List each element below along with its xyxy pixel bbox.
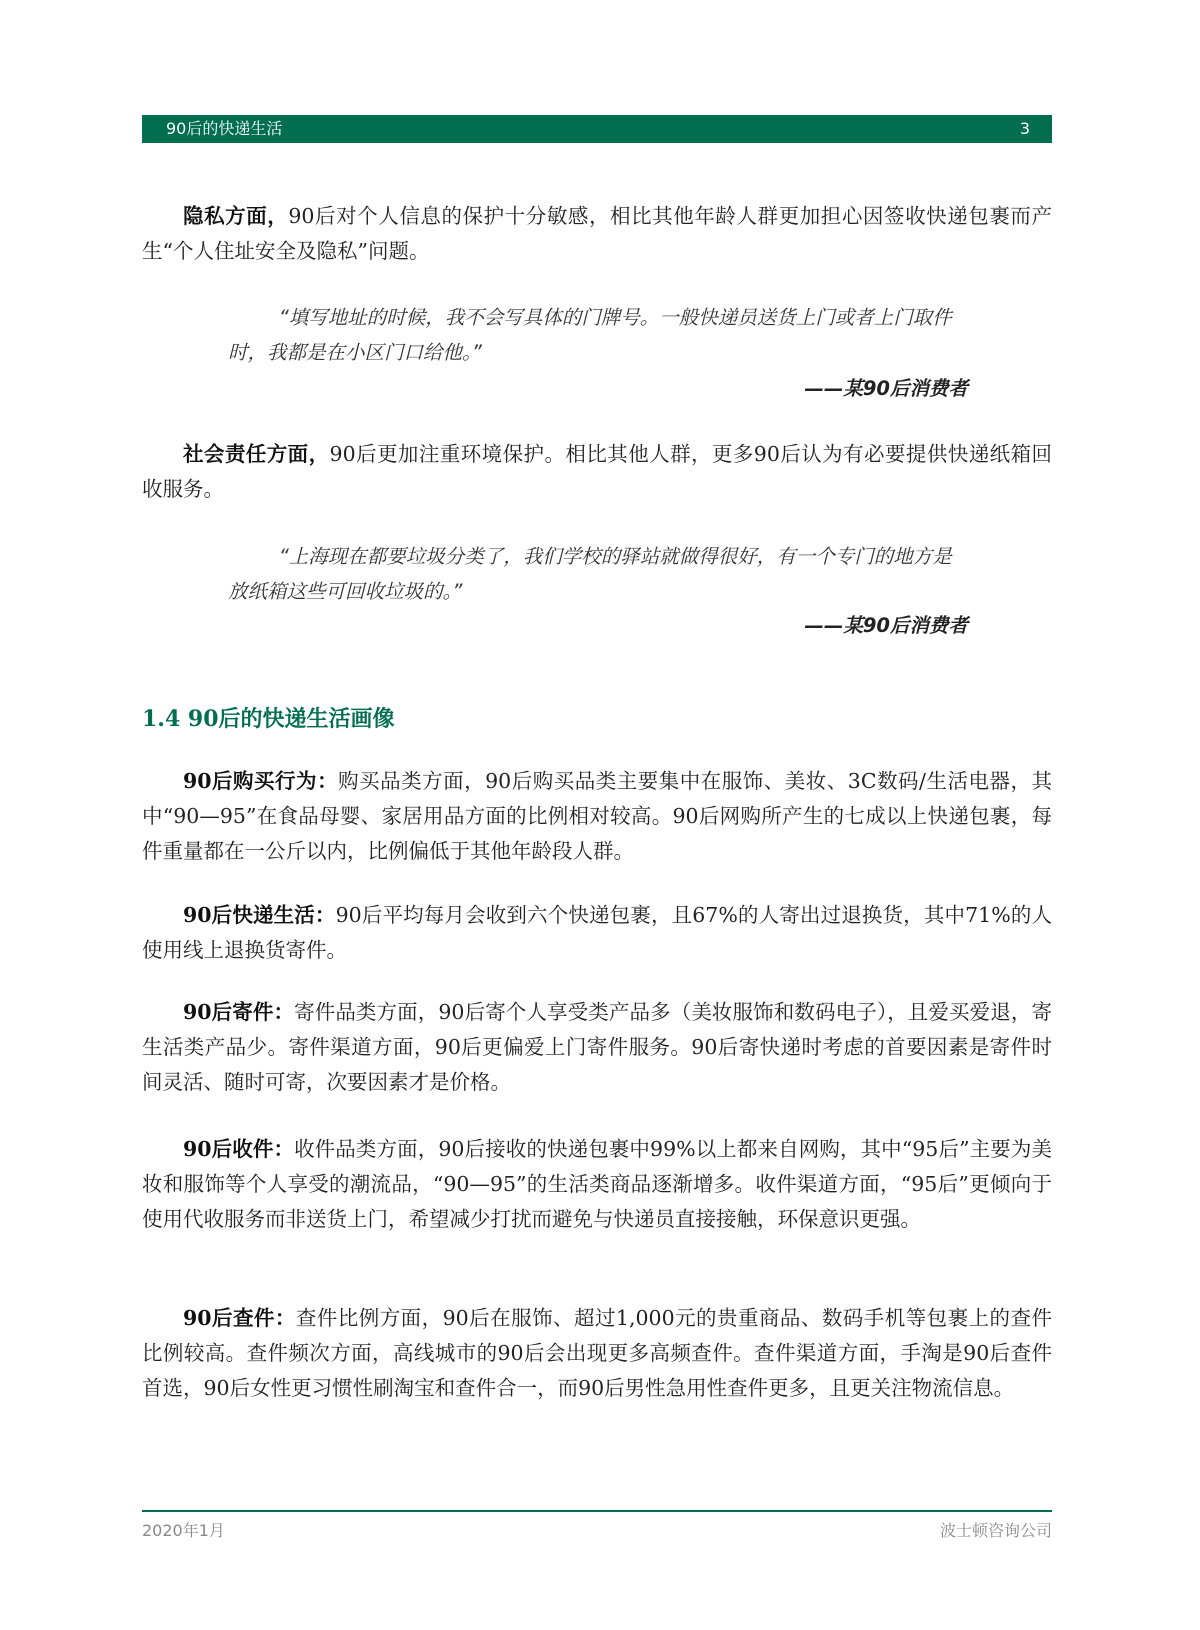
running-header [142,115,1052,143]
footer-divider [142,1510,1052,1512]
section-heading: 1.4 90后的快递生活画像 [142,706,395,732]
purchase-lead: 90后购买行为： [183,769,339,793]
footer-date: 2020年1月 [142,1521,225,1540]
sending-text: 寄件品类方面，90后寄个人享受类产品多（美妆服饰和数码电子），且爱买爱退，寄生活类产品少。寄件渠道方面，90后更偏爱上门寄件服务。90后寄快递时考虑的首要因素是寄件时间灵活、随时可寄，次要因素才是价格。 [142,1000,1052,1094]
delivery-life-text: 90后平均每月会收到六个快递包裹，且67%的人寄出过退换货，其中71%的人使用线上退换货寄件。 [142,903,1052,962]
tracking-lead: 90后查件： [183,1306,296,1330]
receiving-lead: 90后收件： [183,1137,295,1161]
footer-company: 波士顿咨询公司 [939,1521,1052,1540]
social-attribution: ——某90后消费者 [804,614,968,637]
social-text: 90后更加注重环境保护。相比其他人群，更多90后认为有必要提供快递纸箱回收服务。 [142,442,1053,501]
tracking-paragraph [142,1301,1052,1406]
privacy-quote: “填写地址的时候，我不会写具体的门牌号。一般快递员送货上门或者上门取件时，我都是在小区门口给他。” [228,306,952,364]
social-lead: 社会责任方面， [183,442,330,466]
social-paragraph [142,437,1052,507]
purchase-text: 购买品类方面，90后购买品类主要集中在服饰、美妆、3C数码/生活电器，其中“90—95”在食品母婴、家居用品方面的比例相对较高。90后网购所产生的七成以上快递包裹，每件重量都在一公斤以内，比例偏低于其他年龄段人群。 [142,769,1053,863]
page-number: 3 [1019,119,1030,138]
delivery-life-paragraph [142,898,1052,968]
receiving-paragraph [142,1132,1052,1237]
receiving-text: 收件品类方面，90后接收的快递包裹中99%以上都来自网购，其中“95后”主要为美妆和服饰等个人享受的潮流品，“90—95”的生活类商品逐渐增多。收件渠道方面，“95后”更倾向于使用代收服务而非送货上门，希望减少打扰而避免与快递员直接接触，环保意识更强。 [142,1137,1052,1231]
delivery-life-lead: 90后快递生活： [183,903,336,927]
privacy-text: 90后对个人信息的保护十分敏感，相比其他年龄人群更加担心因签收快递包裹而产生“个人住址安全及隐私”问题。 [142,204,1053,263]
tracking-text: 查件比例方面，90后在服饰、超过1,000元的贵重商品、数码手机等包裹上的查件比例较高。查件频次方面，高线城市的90后会出现更多高频查件。查件渠道方面，手淘是90后查件首选，90后女性更习惯性刷淘宝和查件合一，而90后男性急用性查件更多，且更关注物流信息。 [142,1306,1052,1400]
privacy-attribution: ——某90后消费者 [804,377,968,400]
privacy-paragraph [142,199,1052,269]
purchase-paragraph [142,764,1052,869]
privacy-lead: 隐私方面， [183,204,289,228]
sending-paragraph [142,995,1052,1100]
header-title: 90后的快递生活 [166,119,283,138]
social-quote: “上海现在都要垃圾分类了，我们学校的驿站就做得很好，有一个专门的地方是放纸箱这些可回收垃圾的。” [228,545,952,603]
sending-lead: 90后寄件： [183,1000,295,1024]
